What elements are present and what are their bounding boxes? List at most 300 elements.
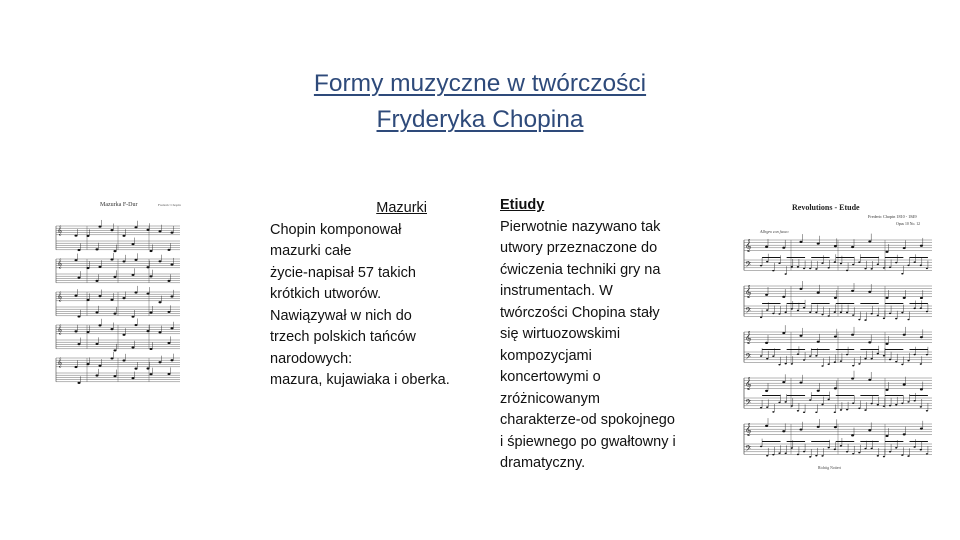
note-head bbox=[840, 445, 842, 447]
note-head bbox=[791, 266, 793, 268]
note-head bbox=[147, 293, 150, 295]
etiudy-line: Pierwotnie nazywano tak bbox=[500, 218, 661, 235]
etiudy-line: utwory przeznaczone do bbox=[500, 240, 658, 256]
note-head bbox=[171, 359, 174, 361]
note-head bbox=[99, 365, 102, 367]
mazurki-line: mazurki całe bbox=[270, 243, 352, 259]
note-head bbox=[791, 308, 793, 310]
note-head bbox=[895, 318, 897, 320]
etude-score-opus: Opus 10 No. 12 bbox=[896, 222, 921, 226]
etude-score-title: Revolutions - Etude bbox=[792, 203, 860, 212]
note-head bbox=[785, 273, 787, 275]
note-head bbox=[886, 297, 889, 299]
note-head bbox=[901, 402, 903, 404]
note-head bbox=[809, 399, 811, 401]
note-head bbox=[123, 334, 126, 336]
note-head bbox=[886, 251, 889, 253]
note-head bbox=[778, 364, 780, 366]
note-head bbox=[114, 250, 117, 252]
note-head bbox=[135, 226, 138, 228]
note-head bbox=[132, 243, 135, 245]
note-head bbox=[821, 365, 823, 367]
note-head bbox=[96, 311, 99, 313]
note-head bbox=[907, 319, 909, 321]
note-head bbox=[817, 390, 820, 392]
note-head bbox=[159, 331, 162, 333]
note-head bbox=[111, 328, 114, 330]
note-head bbox=[903, 334, 906, 336]
note-head bbox=[926, 453, 928, 455]
note-head bbox=[87, 267, 90, 269]
note-head bbox=[760, 407, 762, 409]
treble-clef-icon: 𝄞 bbox=[57, 324, 63, 334]
mazurki-line: mazura, kujawiaka i oberka. bbox=[270, 372, 450, 388]
note-head bbox=[147, 266, 150, 268]
note-head bbox=[815, 455, 817, 457]
note-head bbox=[889, 266, 891, 268]
note-head bbox=[864, 358, 866, 360]
note-head bbox=[772, 355, 774, 357]
note-head bbox=[846, 354, 848, 356]
note-head bbox=[877, 455, 879, 457]
note-head bbox=[821, 404, 823, 406]
note-head bbox=[797, 310, 799, 312]
note-head bbox=[809, 268, 811, 270]
note-head bbox=[834, 411, 836, 413]
mazurka-score-title: Mazurka F-Dur bbox=[100, 202, 138, 208]
note-head bbox=[772, 270, 774, 272]
note-head bbox=[852, 314, 854, 316]
note-head bbox=[809, 311, 811, 313]
note-head bbox=[96, 280, 99, 282]
treble-clef-icon: 𝄞 bbox=[745, 240, 752, 252]
note-head bbox=[171, 295, 174, 297]
etiudy-line: zróżnicowanym bbox=[500, 390, 600, 407]
note-head bbox=[782, 296, 785, 298]
note-head bbox=[803, 268, 805, 270]
note-head bbox=[168, 249, 171, 251]
note-head bbox=[87, 363, 90, 365]
note-head bbox=[135, 291, 138, 293]
note-head bbox=[828, 447, 830, 449]
note-head bbox=[111, 357, 114, 359]
note-head bbox=[765, 390, 768, 392]
note-head bbox=[132, 274, 135, 276]
note-head bbox=[78, 249, 81, 251]
note-head bbox=[766, 309, 768, 311]
etiudy-line: kompozycjami bbox=[500, 347, 592, 364]
note-head bbox=[914, 261, 916, 263]
note-head bbox=[75, 330, 78, 332]
note-head bbox=[926, 354, 928, 356]
etiudy-line: się wirtuozowskimi bbox=[500, 326, 621, 342]
note-head bbox=[99, 324, 102, 326]
note-head bbox=[889, 313, 891, 315]
note-head bbox=[99, 295, 102, 297]
note-head bbox=[150, 312, 153, 314]
note-head bbox=[920, 307, 922, 309]
note-head bbox=[920, 427, 923, 429]
note-head bbox=[815, 312, 817, 314]
note-head bbox=[846, 451, 848, 453]
note-head bbox=[883, 318, 885, 320]
mazurki-section bbox=[270, 198, 485, 392]
note-head bbox=[871, 358, 873, 360]
note-head bbox=[114, 276, 117, 278]
note-head bbox=[772, 313, 774, 315]
bass-clef-icon: 𝄢 bbox=[745, 261, 752, 272]
note-head bbox=[114, 349, 117, 351]
etiudy-line: charakterze-od spokojnego bbox=[500, 412, 675, 428]
note-head bbox=[815, 355, 817, 357]
note-head bbox=[914, 354, 916, 356]
note-head bbox=[791, 447, 793, 449]
note-head bbox=[889, 359, 891, 361]
note-head bbox=[159, 260, 162, 262]
treble-clef-icon: 𝄞 bbox=[745, 378, 752, 390]
note-head bbox=[828, 267, 830, 269]
note-head bbox=[889, 451, 891, 453]
note-head bbox=[772, 411, 774, 413]
note-head bbox=[809, 355, 811, 357]
note-head bbox=[821, 262, 823, 264]
note-head bbox=[851, 377, 854, 379]
note-head bbox=[815, 411, 817, 413]
note-head bbox=[889, 405, 891, 407]
etiudy-line: twórczości Chopina stały bbox=[500, 304, 660, 321]
note-head bbox=[840, 312, 842, 314]
mazurki-line: narodowych: bbox=[270, 350, 353, 367]
note-head bbox=[123, 260, 126, 262]
note-head bbox=[785, 312, 787, 314]
note-head bbox=[171, 327, 174, 329]
note-head bbox=[150, 250, 153, 252]
note-head bbox=[778, 262, 780, 264]
note-head bbox=[123, 297, 126, 299]
note-head bbox=[817, 426, 820, 428]
note-head bbox=[168, 373, 171, 375]
note-head bbox=[778, 313, 780, 315]
note-head bbox=[782, 247, 785, 249]
note-head bbox=[96, 343, 99, 345]
note-head bbox=[901, 454, 903, 456]
note-head bbox=[765, 294, 768, 296]
revolutionary-etude-sheet-music bbox=[742, 188, 934, 473]
note-head bbox=[834, 449, 836, 451]
note-head bbox=[809, 456, 811, 458]
note-head bbox=[840, 360, 842, 362]
note-head bbox=[159, 301, 162, 303]
note-head bbox=[78, 277, 81, 279]
note-head bbox=[903, 433, 906, 435]
note-head bbox=[78, 315, 81, 317]
note-head bbox=[834, 297, 837, 299]
note-head bbox=[135, 368, 138, 370]
note-head bbox=[920, 245, 923, 247]
note-head bbox=[171, 232, 174, 234]
note-head bbox=[782, 381, 785, 383]
note-head bbox=[114, 375, 117, 377]
note-head bbox=[797, 410, 799, 412]
note-head bbox=[883, 405, 885, 407]
note-head bbox=[852, 365, 854, 367]
note-head bbox=[834, 311, 836, 313]
note-head bbox=[852, 453, 854, 455]
note-head bbox=[926, 268, 928, 270]
note-head bbox=[920, 297, 923, 299]
note-head bbox=[87, 331, 90, 333]
note-head bbox=[791, 363, 793, 365]
note-head bbox=[834, 361, 836, 363]
note-head bbox=[821, 455, 823, 457]
note-head bbox=[901, 364, 903, 366]
treble-clef-icon: 𝄞 bbox=[57, 258, 63, 268]
note-head bbox=[846, 312, 848, 314]
note-head bbox=[914, 446, 916, 448]
note-head bbox=[895, 404, 897, 406]
note-head bbox=[851, 290, 854, 292]
note-head bbox=[851, 246, 854, 248]
note-head bbox=[87, 235, 90, 237]
bass-clef-icon: 𝄢 bbox=[745, 399, 752, 410]
note-head bbox=[123, 235, 126, 237]
mazurki-body bbox=[270, 220, 485, 392]
note-head bbox=[782, 332, 785, 334]
note-head bbox=[903, 247, 906, 249]
note-head bbox=[907, 360, 909, 362]
mazurki-line: krótkich utworów. bbox=[270, 286, 382, 302]
note-head bbox=[926, 311, 928, 313]
treble-clef-icon: 𝄞 bbox=[745, 332, 752, 344]
note-head bbox=[797, 454, 799, 456]
note-head bbox=[920, 388, 923, 390]
treble-clef-icon: 𝄞 bbox=[57, 357, 63, 367]
note-head bbox=[914, 400, 916, 402]
note-head bbox=[96, 248, 99, 250]
mazurka-sheet-music bbox=[52, 196, 186, 396]
etude-score-footer: Richtig Notiert bbox=[818, 466, 841, 470]
note-head bbox=[147, 367, 150, 369]
note-head bbox=[858, 319, 860, 321]
note-head bbox=[78, 343, 81, 345]
note-head bbox=[907, 401, 909, 403]
note-head bbox=[123, 359, 126, 361]
note-head bbox=[877, 404, 879, 406]
note-head bbox=[834, 261, 836, 263]
note-head bbox=[766, 261, 768, 263]
note-head bbox=[864, 448, 866, 450]
note-head bbox=[135, 324, 138, 326]
note-head bbox=[895, 447, 897, 449]
note-head bbox=[132, 346, 135, 348]
note-head bbox=[797, 266, 799, 268]
note-head bbox=[800, 241, 803, 243]
note-head bbox=[78, 382, 81, 384]
mazurki-line: Nawiązywał w nich do bbox=[270, 307, 412, 324]
note-head bbox=[766, 455, 768, 457]
bass-clef-icon: 𝄢 bbox=[745, 353, 752, 364]
note-head bbox=[168, 342, 171, 344]
note-head bbox=[828, 399, 830, 401]
note-head bbox=[868, 240, 871, 242]
note-head bbox=[907, 265, 909, 267]
note-head bbox=[782, 430, 785, 432]
note-head bbox=[159, 361, 162, 363]
note-head bbox=[871, 268, 873, 270]
etiudy-line: i śpiewnego po gwałtowny i bbox=[500, 433, 676, 450]
note-head bbox=[766, 358, 768, 360]
note-head bbox=[821, 314, 823, 316]
note-head bbox=[846, 409, 848, 411]
mazurki-line: trzech polskich tańców bbox=[270, 329, 416, 345]
note-head bbox=[147, 330, 150, 332]
etude-score-composer: Frederic Chopin 1810 - 1849 bbox=[868, 214, 917, 219]
note-head bbox=[150, 275, 153, 277]
note-head bbox=[834, 387, 837, 389]
note-head bbox=[877, 264, 879, 266]
note-head bbox=[914, 308, 916, 310]
note-head bbox=[883, 267, 885, 269]
note-head bbox=[886, 435, 889, 437]
note-head bbox=[75, 295, 78, 297]
note-head bbox=[886, 389, 889, 391]
treble-clef-icon: 𝄞 bbox=[745, 286, 752, 298]
note-head bbox=[135, 259, 138, 261]
etiudy-line: ćwiczenia techniki gry na bbox=[500, 261, 661, 278]
note-head bbox=[168, 280, 171, 282]
note-head bbox=[851, 434, 854, 436]
note-head bbox=[846, 270, 848, 272]
note-head bbox=[864, 268, 866, 270]
note-head bbox=[920, 265, 922, 267]
note-head bbox=[765, 425, 768, 427]
note-head bbox=[766, 406, 768, 408]
note-head bbox=[858, 261, 860, 263]
note-head bbox=[868, 429, 871, 431]
note-head bbox=[150, 373, 153, 375]
note-head bbox=[785, 452, 787, 454]
note-head bbox=[171, 263, 174, 265]
mazurki-line: życie-napisał 57 takich bbox=[270, 264, 416, 281]
etiudy-line: koncertowymi o bbox=[500, 369, 601, 385]
note-head bbox=[840, 263, 842, 265]
note-head bbox=[858, 407, 860, 409]
note-head bbox=[96, 374, 99, 376]
note-head bbox=[803, 451, 805, 453]
note-head bbox=[871, 403, 873, 405]
note-head bbox=[785, 401, 787, 403]
etiudy-heading: Etiudy bbox=[500, 197, 545, 213]
note-head bbox=[926, 410, 928, 412]
bass-clef-icon: 𝄢 bbox=[745, 307, 752, 318]
note-head bbox=[868, 341, 871, 343]
note-head bbox=[920, 449, 922, 451]
note-head bbox=[75, 366, 78, 368]
note-head bbox=[871, 448, 873, 450]
note-head bbox=[840, 409, 842, 411]
note-head bbox=[817, 292, 820, 294]
note-head bbox=[852, 264, 854, 266]
note-head bbox=[920, 363, 922, 365]
treble-clef-icon: 𝄞 bbox=[745, 424, 752, 436]
note-head bbox=[765, 246, 768, 248]
note-head bbox=[828, 363, 830, 365]
note-head bbox=[111, 258, 114, 260]
note-head bbox=[852, 402, 854, 404]
note-head bbox=[99, 225, 102, 227]
title-line-1: Formy muzyczne w twórczości bbox=[313, 70, 647, 97]
treble-clef-icon: 𝄞 bbox=[57, 291, 63, 301]
mazurka-score-composer: Frederic Chopin bbox=[158, 203, 181, 207]
note-head bbox=[868, 291, 871, 293]
note-head bbox=[871, 313, 873, 315]
note-head bbox=[760, 265, 762, 267]
note-head bbox=[797, 353, 799, 355]
note-head bbox=[75, 234, 78, 236]
note-head bbox=[99, 266, 102, 268]
note-head bbox=[800, 428, 803, 430]
note-head bbox=[858, 452, 860, 454]
note-head bbox=[75, 259, 78, 261]
note-head bbox=[903, 383, 906, 385]
note-head bbox=[895, 361, 897, 363]
note-head bbox=[114, 313, 117, 315]
slide-title bbox=[200, 66, 760, 138]
note-head bbox=[886, 343, 889, 345]
note-head bbox=[760, 446, 762, 448]
note-head bbox=[834, 336, 837, 338]
note-head bbox=[834, 426, 837, 428]
note-head bbox=[778, 452, 780, 454]
note-head bbox=[920, 406, 922, 408]
etiudy-body bbox=[500, 217, 710, 475]
note-head bbox=[800, 335, 803, 337]
note-head bbox=[895, 262, 897, 264]
note-head bbox=[760, 317, 762, 319]
note-head bbox=[168, 311, 171, 313]
etiudy-section bbox=[500, 195, 710, 475]
note-head bbox=[765, 342, 768, 344]
etiudy-line: instrumentach. W bbox=[500, 283, 613, 299]
etiudy-line: dramatyczny. bbox=[500, 455, 586, 471]
etude-score-tempo: Allegro con fuoco bbox=[760, 229, 789, 234]
note-head bbox=[111, 299, 114, 301]
note-head bbox=[772, 454, 774, 456]
note-head bbox=[858, 363, 860, 365]
bass-clef-icon: 𝄢 bbox=[745, 445, 752, 456]
note-head bbox=[159, 230, 162, 232]
note-head bbox=[817, 341, 820, 343]
note-head bbox=[800, 288, 803, 290]
note-head bbox=[87, 299, 90, 301]
note-head bbox=[132, 377, 135, 379]
note-head bbox=[907, 455, 909, 457]
note-head bbox=[883, 355, 885, 357]
note-head bbox=[901, 312, 903, 314]
note-head bbox=[778, 402, 780, 404]
note-head bbox=[803, 359, 805, 361]
note-head bbox=[760, 355, 762, 357]
mazurki-heading: Mazurki bbox=[376, 200, 427, 216]
note-head bbox=[903, 297, 906, 299]
note-head bbox=[868, 379, 871, 381]
note-head bbox=[851, 334, 854, 336]
note-head bbox=[817, 242, 820, 244]
note-head bbox=[803, 411, 805, 413]
note-head bbox=[864, 409, 866, 411]
note-head bbox=[883, 456, 885, 458]
title-line-2: Fryderyka Chopina bbox=[376, 106, 584, 133]
